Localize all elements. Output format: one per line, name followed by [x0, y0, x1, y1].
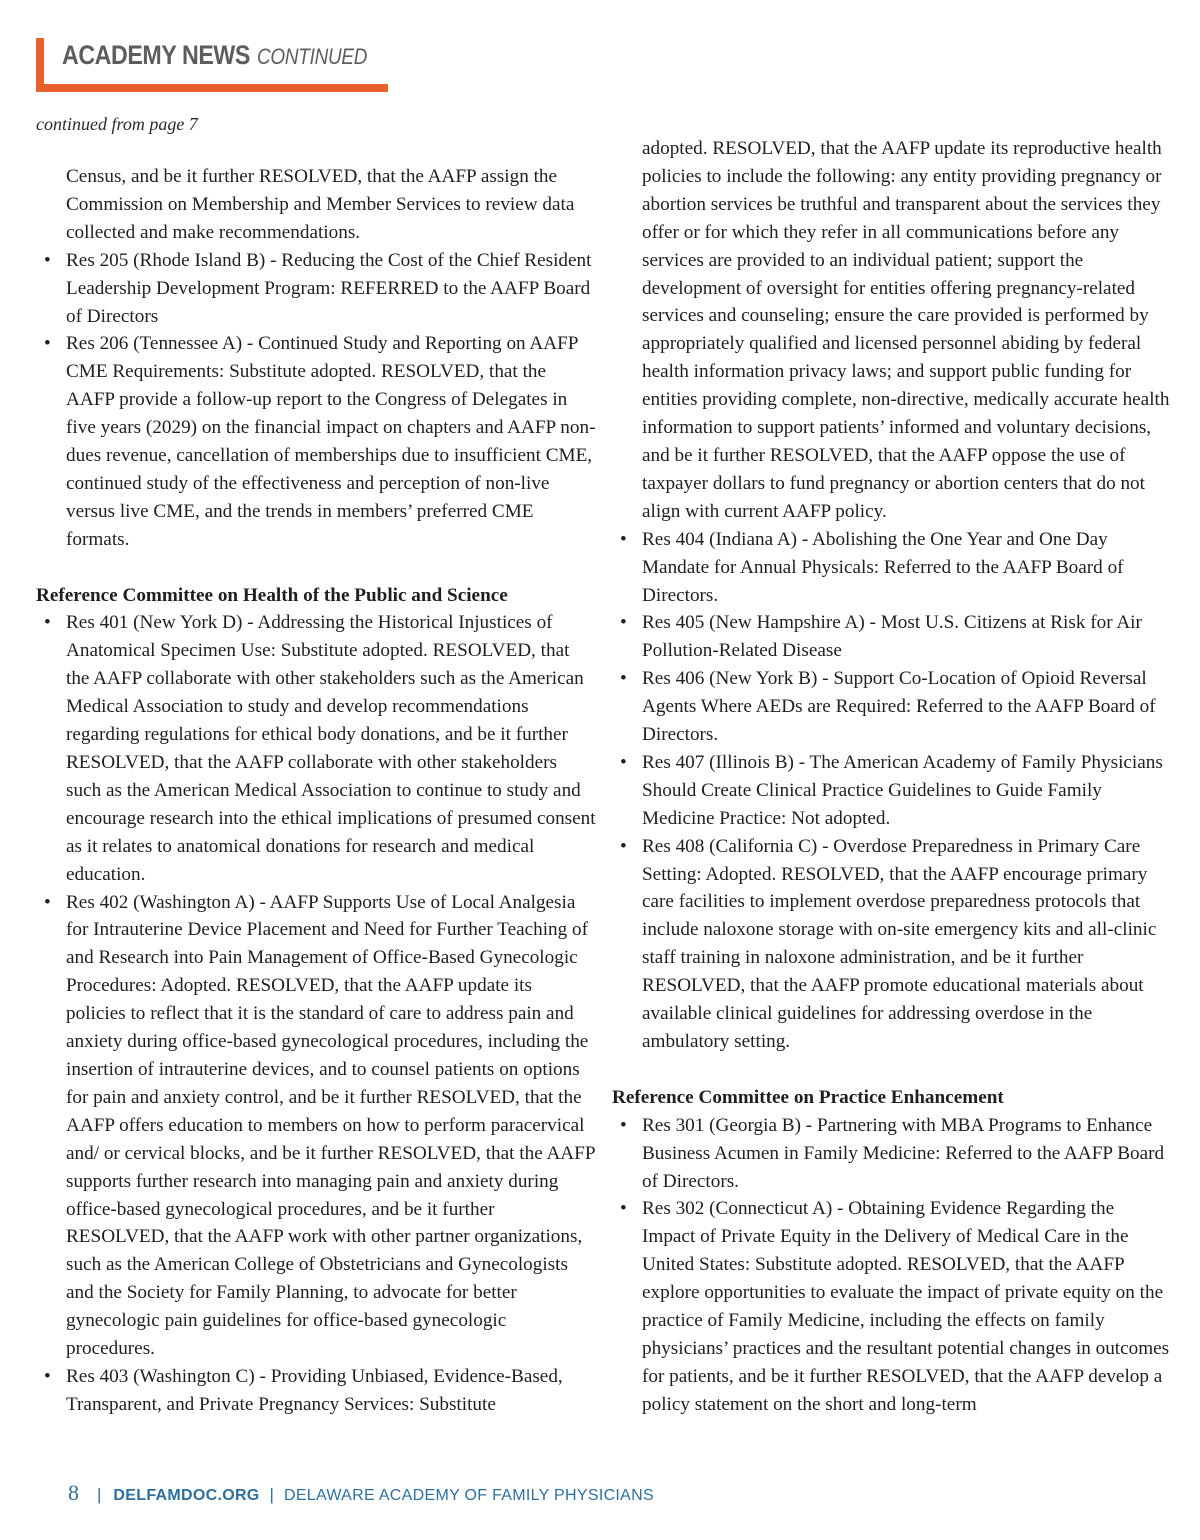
resolution-list: [36, 609, 596, 1418]
list-item: • Res 302 (Connecticut A) - Obtaining Evidence Regarding the Impact of Private Equity in the Delivery of Medical Care in the United States: Substitute adopted. RESOLVED, that the AAFP explore opportunities to evaluate the impact of private equity on the practice of Family Medicine, including the effects on family physicians’ practices and the resultant potential changes in outcomes for patients, and be it further RESOLVED, that the AAFP develop a policy statement on the short and long-term: [612, 1195, 1172, 1418]
left-column: [36, 163, 596, 1419]
footer-separator: |: [97, 1485, 102, 1504]
section-heading: Reference Committee on Health of the Public and Science: [36, 584, 508, 606]
right-column: [612, 135, 1172, 1419]
footer-website-link[interactable]: DELFAMDOC.ORG: [113, 1487, 260, 1504]
section-heading: Reference Committee on Practice Enhancement: [612, 1086, 1004, 1108]
list-item: • Res 405 (New Hampshire A) - Most U.S. Citizens at Risk for Air Pollution-Related Disease: [612, 609, 1172, 665]
header-title: ACADEMY NEWS: [62, 40, 250, 70]
continuation-paragraph: adopted. RESOLVED, that the AAFP update its reproductive health policies to include the following: any entity providing pregnancy or abortion services be truthful and transparent about the services they offer or for which they refer in all communications before any services are provided to an individual patient; support the development of oversight for entities offering pregnancy-related services and counseling; ensure the care provided is performed by appropriately qualified and licensed personnel abiding by federal health information privacy laws; and support public funding for entities providing complete, non-directive, medically accurate health information to support patients’ informed and voluntary decisions, and be it further RESOLVED, that the AAFP oppose the use of taxpayer dollars to fund pregnancy or abortion centers that do not align with current AAFP policy.: [642, 138, 1170, 522]
spacer: [612, 1056, 1172, 1084]
resolution-list: [612, 526, 1172, 1056]
header-accent-bar-horizontal: [36, 84, 388, 92]
page-footer: [68, 1480, 654, 1506]
section-header: [36, 38, 388, 92]
list-item: • Res 408 (California C) - Overdose Preparedness in Primary Care Setting: Adopted. RESOLVED, that the AAFP encourage primary care facilities to implement overdose preparedness protocols that include naloxone storage with on-site emergency kits and all-clinic staff training in naloxone administration, and be it further RESOLVED, that the AAFP promote educational materials about available clinical guidelines for addressing overdose in the ambulatory setting.: [612, 833, 1172, 1056]
list-item: • Res 205 (Rhode Island B) - Reducing the Cost of the Chief Resident Leadership Development Program: REFERRED to the AAFP Board of Directors: [36, 247, 596, 331]
spacer: [36, 554, 596, 582]
header-subtitle: CONTINUED: [256, 44, 368, 69]
list-item: • Res 406 (New York B) - Support Co-Location of Opioid Reversal Agents Where AEDs are Required: Referred to the AAFP Board of Directors.: [612, 665, 1172, 749]
list-item: • Res 401 (New York D) - Addressing the Historical Injustices of Anatomical Specimen Use: Substitute adopted. RESOLVED, that the AAFP collaborate with other stakeholders such as the American Medical Association to study and develop recommendations regarding regulations for ethical body donations, and be it further RESOLVED, that the AAFP collaborate with other stakeholders such as the American Medical Association to continue to study and encourage research into the ethical implications of presumed consent as it relates to anatomical donations for research and medical education.: [36, 609, 596, 888]
header-text: [62, 40, 385, 71]
list-item: • Res 206 (Tennessee A) - Continued Study and Reporting on AAFP CME Requirements: Substitute adopted. RESOLVED, that the AAFP provide a follow-up report to the Congress of Delegates in five years (2029) on the financial impact on chapters and AAFP non-dues revenue, cancellation of memberships due to insufficient CME, continued study of the effectiveness and perception of non-live versus live CME, and the trends in members’ preferred CME formats.: [36, 330, 596, 553]
continued-note: continued from page 7: [36, 114, 198, 134]
list-item: • Res 403 (Washington C) - Providing Unbiased, Evidence-Based, Transparent, and Private Pregnancy Services: Substitute: [36, 1363, 596, 1419]
footer-organization: DELAWARE ACADEMY OF FAMILY PHYSICIANS: [283, 1487, 654, 1504]
list-item: • Res 404 (Indiana A) - Abolishing the One Year and One Day Mandate for Annual Physicals: Referred to the AAFP Board of Directors.: [612, 526, 1172, 610]
list-item: • Res 407 (Illinois B) - The American Academy of Family Physicians Should Create Clinical Practice Guidelines to Guide Family Medicine Practice: Not adopted.: [612, 749, 1172, 833]
list-item: • Res 301 (Georgia B) - Partnering with MBA Programs to Enhance Business Acumen in Family Medicine: Referred to the AAFP Board of Directors.: [612, 1112, 1172, 1196]
list-item: • Res 402 (Washington A) - AAFP Supports Use of Local Analgesia for Intrauterine Device Placement and Need for Further Teaching of and Research into Pain Management of Office-Based Gynecologic Procedures: Adopted. RESOLVED, that the AAFP update its policies to reflect that it is the standard of care to address pain and anxiety during office-based gynecological procedures, including the insertion of intrauterine devices, and to counsel patients on options for pain and anxiety control, and be it further RESOLVED, that the AAFP offers education to members on how to perform paracervical and/ or cervical blocks, and be it further RESOLVED, that the AAFP supports further research into managing pain and anxiety during office-based gynecological procedures, and be it further RESOLVED, that the AAFP work with other partner organizations, such as the American College of Obstetricians and Gynecologists and the Society for Family Planning, to advocate for better gynecologic pain guidelines for office-based gynecologic procedures.: [36, 889, 596, 1363]
intro-paragraph: Census, and be it further RESOLVED, that the AAFP assign the Commission on Membership and Member Services to review data collected and make recommendations.: [66, 166, 575, 243]
resolution-list: [612, 1112, 1172, 1419]
resolution-list: [36, 247, 596, 554]
page-number: 8: [68, 1480, 79, 1505]
footer-separator: |: [269, 1485, 274, 1504]
